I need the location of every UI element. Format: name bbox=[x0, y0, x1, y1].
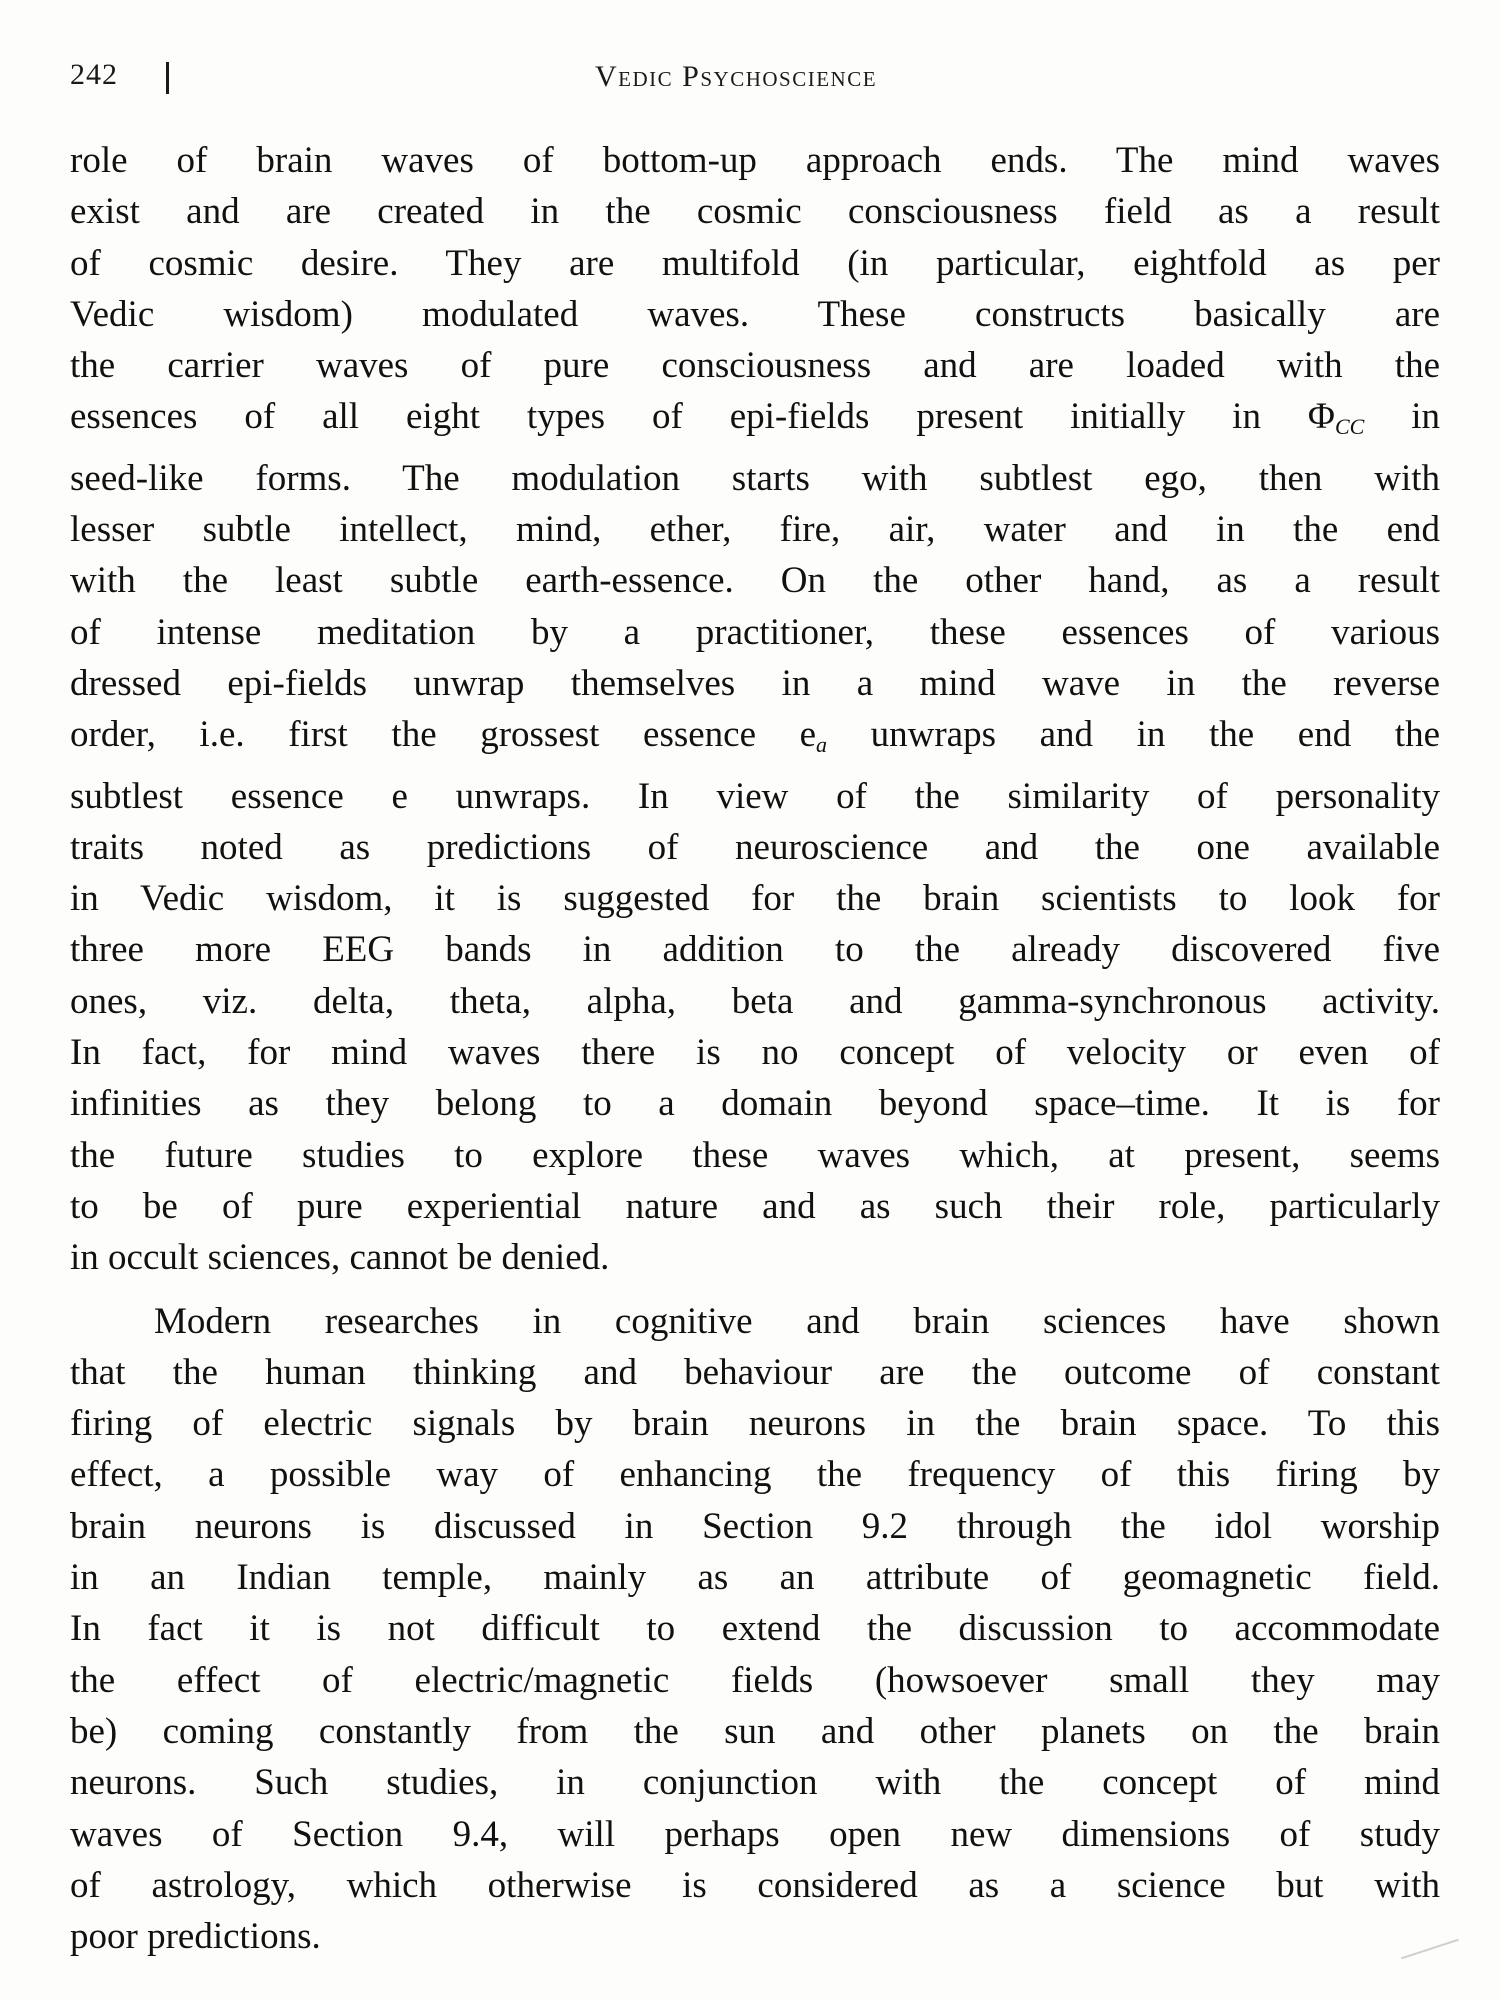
text-line: of astrology, which otherwise is considered as a science but with bbox=[70, 1864, 1440, 1906]
text-line: of intense meditation by a practitioner, these essences of various bbox=[70, 611, 1440, 653]
essence-subscript: a bbox=[816, 732, 828, 758]
text-line: subtlest essence e unwraps. In view of the similarity of personality bbox=[70, 775, 1440, 817]
text-line: neurons. Such studies, in conjunction with the concept of mind bbox=[70, 1762, 1440, 1804]
text-line: infinities as they belong to a domain beyond space–time. It is for bbox=[70, 1083, 1440, 1125]
text-line: in Vedic wisdom, it is suggested for the brain scientists to look for bbox=[70, 878, 1440, 920]
text-line-part: unwraps and in the end the bbox=[827, 714, 1440, 756]
page-number: 242 bbox=[70, 58, 118, 91]
phi-symbol: Φ bbox=[1307, 396, 1335, 438]
text-line-with-phi bbox=[70, 391, 1440, 452]
paragraph-1 bbox=[70, 135, 1440, 1284]
paragraph-2 bbox=[70, 1296, 1440, 1963]
text-line: Modern researches in cognitive and brain sciences have shown bbox=[154, 1300, 1440, 1342]
text-line-with-subscript bbox=[70, 709, 1440, 770]
text-line: that the human thinking and behaviour are the outcome of constant bbox=[70, 1351, 1440, 1393]
text-line: the effect of electric/magnetic fields (howsoever small they may bbox=[70, 1659, 1440, 1701]
text-line: the future studies to explore these waves which, at present, seems bbox=[70, 1134, 1440, 1176]
text-line: dressed epi-fields unwrap themselves in a mind wave in the reverse bbox=[70, 662, 1440, 704]
text-line: In fact, for mind waves there is no concept of velocity or even of bbox=[70, 1032, 1440, 1074]
phi-subscript: CC bbox=[1334, 414, 1365, 440]
running-head: Vedic Psychoscience bbox=[595, 60, 878, 93]
text-line: in an Indian temple, mainly as an attribute of geomagnetic field. bbox=[70, 1557, 1440, 1599]
text-line-part: in bbox=[1364, 396, 1441, 438]
header-divider bbox=[166, 62, 169, 94]
text-line: the carrier waves of pure consciousness and are loaded with the bbox=[70, 345, 1440, 387]
text-line-part: essences of all eight types of epi-fields present initially in bbox=[70, 396, 1261, 438]
text-line: three more EEG bands in addition to the already discovered five bbox=[70, 929, 1440, 971]
text-line: effect, a possible way of enhancing the frequency of this firing by bbox=[70, 1454, 1440, 1496]
text-line: traits noted as predictions of neuroscience and the one available bbox=[70, 826, 1440, 868]
text-line: of cosmic desire. They are multifold (in particular, eightfold as per bbox=[70, 242, 1440, 284]
text-line: role of brain waves of bottom-up approach ends. The mind waves bbox=[70, 140, 1440, 181]
text-line: brain neurons is discussed in Section 9.2 through the idol worship bbox=[70, 1505, 1440, 1547]
text-line: lesser subtle intellect, mind, ether, fire, air, water and in the end bbox=[70, 509, 1440, 551]
text-line: poor predictions. bbox=[70, 1916, 321, 1958]
text-line: in occult sciences, cannot be denied. bbox=[70, 1237, 610, 1279]
text-line: be) coming constantly from the sun and other planets on the brain bbox=[70, 1710, 1440, 1752]
text-line: seed-like forms. The modulation starts with subtlest ego, then with bbox=[70, 457, 1440, 499]
text-line-part: order, i.e. first the grossest essence e bbox=[70, 714, 817, 756]
text-line: exist and are created in the cosmic consciousness field as a result bbox=[70, 191, 1440, 233]
text-line: with the least subtle earth-essence. On the other hand, as a result bbox=[70, 560, 1440, 602]
text-line: In fact it is not difficult to extend the discussion to accommodate bbox=[70, 1608, 1440, 1650]
body-text bbox=[70, 135, 1440, 1962]
text-line: ones, viz. delta, theta, alpha, beta and gamma-synchronous activity. bbox=[70, 980, 1440, 1022]
text-line: firing of electric signals by brain neurons in the brain space. To this bbox=[70, 1403, 1440, 1445]
page-header bbox=[70, 58, 1440, 108]
text-line: to be of pure experiential nature and as such their role, particularly bbox=[70, 1185, 1440, 1227]
text-line: waves of Section 9.4, will perhaps open new dimensions of study bbox=[70, 1813, 1440, 1855]
text-line: Vedic wisdom) modulated waves. These constructs basically are bbox=[70, 293, 1440, 335]
